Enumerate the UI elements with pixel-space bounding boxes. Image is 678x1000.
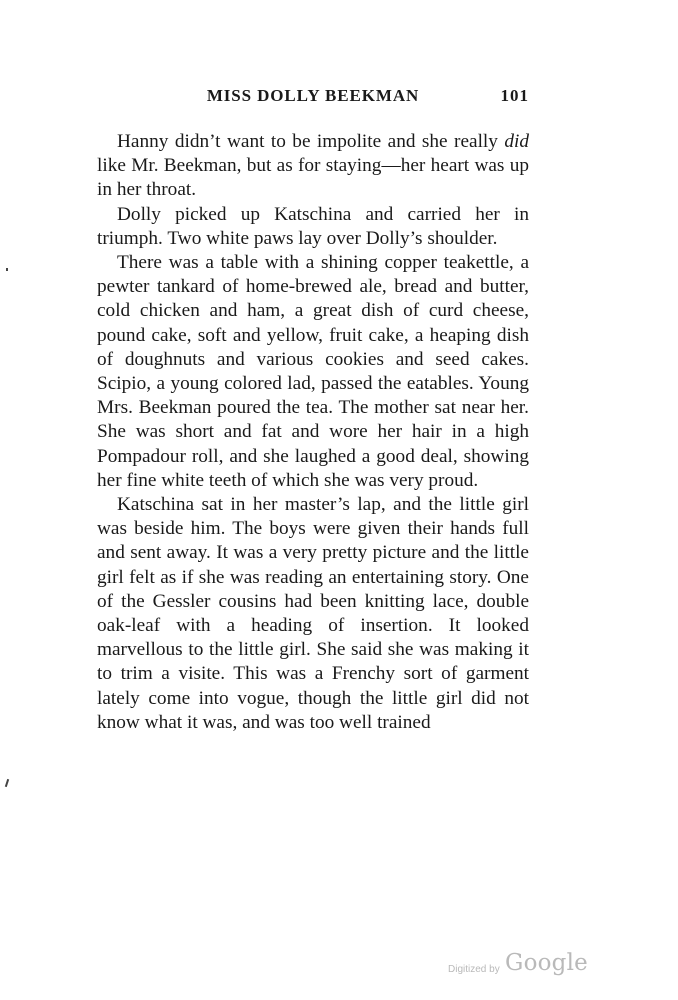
running-title: MISS DOLLY BEEKMAN: [206, 86, 420, 105]
paragraph-4: Katschina sat in her master’s lap, and the little girl was beside him. The boys were given their hands full and sent away. It was a very pretty picture and the little girl felt as if she was reading an entertaining story. One of the Gessler cousins had been knitting lace, double oak-leaf with a heading of insertion. It looked marvellous to the little girl. She said she was making it to trim a visite. This was a Frenchy sort of garment lately come into vogue, though the little girl did not know what it was, and was too well trained: [97, 494, 529, 733]
page-number: 101: [500, 86, 529, 105]
paragraph-1-rest: like Mr. Beekman, but as for staying—her heart was up in her throat.: [97, 155, 529, 201]
scan-speck: [6, 268, 8, 271]
paragraph-2: Dolly picked up Katschina and carried her in triumph. Two white paws lay over Dolly’s shoulder.: [97, 203, 529, 249]
paragraph-1-emphasis: did: [504, 131, 529, 152]
google-logo: Google: [505, 950, 588, 976]
running-head: [97, 86, 529, 112]
paragraph-1: [97, 130, 529, 203]
paragraph-1-lead: Hanny didn’t want to be impolite and she really: [117, 131, 505, 152]
digitized-watermark: [448, 950, 588, 984]
paragraph-3: There was a table with a shining copper teakettle, a pewter tankard of home-brewed ale, bread and butter, cold chicken and ham, a great dish of curd cheese, pound cake, soft and yellow, fruit cake, a heaping dish of doughnuts and various cookies and seed cakes. Scipio, a young colored lad, passed the eatables. Young Mrs. Beekman poured the tea. The mother sat near her. She was short and fat and wore her hair in a high Pompadour roll, and she laughed a good deal, showing her fine white teeth of which she was very proud.: [97, 252, 529, 491]
scan-speck: [5, 779, 9, 787]
body-text: [97, 130, 529, 735]
watermark-prefix: Digitized by: [448, 964, 500, 975]
